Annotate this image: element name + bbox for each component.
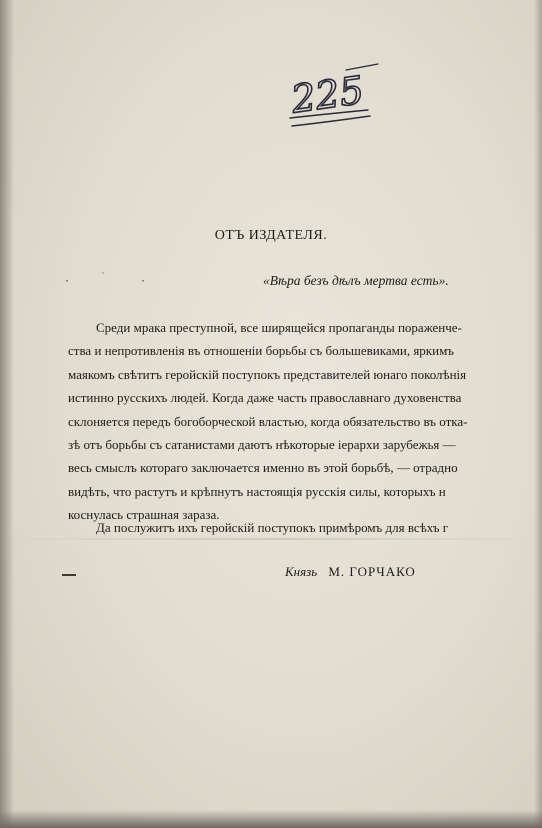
page-fold-line	[0, 538, 542, 540]
body-line: коснулась страшная зараза.	[68, 507, 220, 523]
stray-mark: ˙	[100, 272, 107, 283]
page-edge-shadow-bottom	[0, 810, 542, 828]
body-line: зѣ отъ борьбы съ сатанистами даютъ нѣкоторые іерархи зарубежья —	[68, 436, 456, 452]
handwritten-number-text: 225	[288, 67, 367, 122]
body-line: истинно русскихъ людей. Когда даже часть православнаго духовенства	[68, 390, 462, 406]
body-paragraph	[68, 316, 530, 527]
stray-mark: ·	[140, 276, 147, 287]
epigraph: «Вѣра безъ дѣлъ мертва есть».	[263, 273, 449, 288]
page-edge-shadow-right	[534, 0, 542, 828]
body-line: ства и непротивленія въ отношеніи борьбы съ большевиками, яркимъ	[68, 343, 455, 359]
body-line: весь смыслъ котораго заключается именно въ этой борьбѣ, — отрадно	[68, 460, 458, 476]
body-line: маякомъ свѣтитъ геройскій поступокъ представителей юнаго поколѣнія	[68, 366, 467, 382]
handwritten-number-graphic	[286, 60, 386, 140]
document-heading: ОТЪ ИЗДАТЕЛЯ.	[214, 228, 328, 243]
body-line: видѣть, что растутъ и крѣпнутъ настоящія русскія силы, которыхъ н	[68, 483, 446, 499]
page-edge-shadow-left	[0, 0, 14, 828]
handwritten-page-number	[286, 60, 386, 140]
body-line: склоняется передъ богоборческой властью, когда обязательство въ отка-	[68, 413, 468, 429]
stray-mark: ·	[64, 276, 71, 287]
closing-line: Да послужитъ ихъ геройскій поступокъ примѣромъ для всѣхъ г	[96, 520, 449, 535]
signature-name: М. ГОРЧАКО	[328, 564, 416, 579]
signature	[285, 564, 416, 580]
margin-dash-mark	[62, 574, 76, 576]
body-line: Среди мрака преступной, все ширящейся пропаганды пораженче-	[96, 320, 462, 335]
signature-title: Князь	[285, 564, 318, 579]
